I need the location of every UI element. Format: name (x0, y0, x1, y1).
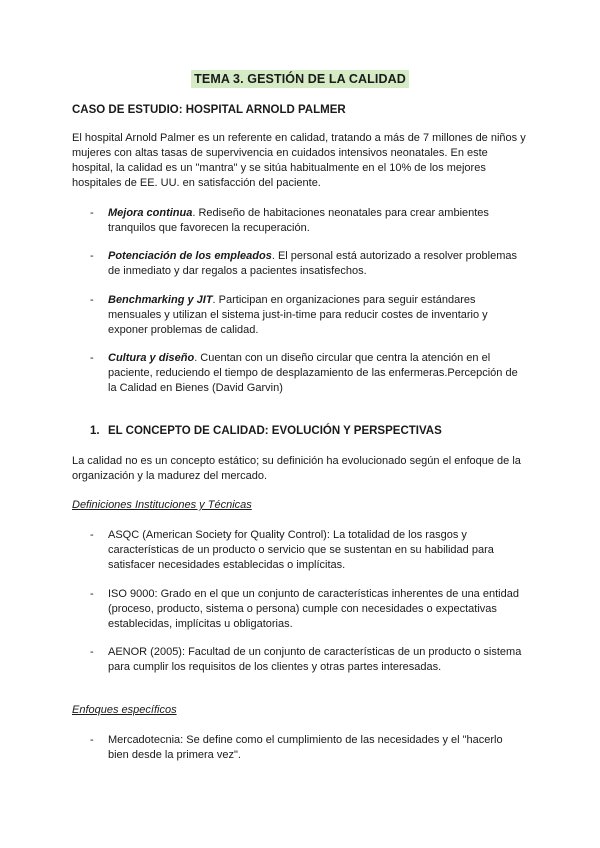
list-item-lead: Potenciación de los empleados (108, 250, 272, 262)
list-item-text: . Cuentan con un diseño circular que centra la atención en el paciente, reduciendo el tiempo de desplazamiento de las enfermeras.Percepción de la Calidad en Bienes (David Garvin) (108, 352, 518, 394)
list-item-text: . Participan en organizaciones para seguir estándares mensuales y utilizan el sistema just-in-time para reducir costes de inventario y exponer problemas de calidad. (108, 294, 488, 336)
list-item-body (108, 206, 523, 236)
list-item-lead: Cultura y diseño (108, 352, 195, 364)
approaches-subheading: Enfoques específicos (72, 704, 177, 716)
bullet-dash: - (90, 250, 94, 262)
list-item-body (108, 351, 523, 396)
list-item-body: ISO 9000: Grado en el que un conjunto de características inherentes de una entidad (proceso, producto, sistema o persona) cumple con necesidades o expectativas establecidas, implícitas u obligatorias. (108, 588, 519, 630)
case-study-heading: CASO DE ESTUDIO: HOSPITAL ARNOLD PALMER (72, 104, 346, 116)
list-item-lead: Benchmarking y JIT (108, 294, 213, 306)
bullet-dash: - (90, 588, 94, 600)
list-item-body: ASQC (American Society for Quality Control): La totalidad de los rasgos y características de un producto o servicio que se sustentan en su habilidad para satisfacer necesidades establecidas o implícitas. (108, 529, 494, 571)
bullet-dash: - (90, 734, 94, 746)
list-item-lead: Mejora continua (108, 207, 193, 219)
list-item-text: . El personal está autorizado a resolver problemas de inmediato y dar regalos a pacientes insatisfechos. (108, 250, 518, 277)
bullet-dash: - (90, 646, 94, 658)
list-item-body: AENOR (2005): Facultad de un conjunto de características de un producto o sistema para cumplir los requisitos de los clientes y otras partes interesadas. (108, 646, 522, 673)
title-container (0, 70, 600, 88)
bullet-dash: - (90, 352, 94, 364)
bullet-dash: - (90, 529, 94, 541)
document-title: TEMA 3. GESTIÓN DE LA CALIDAD (191, 70, 409, 88)
bullet-dash: - (90, 294, 94, 306)
bullet-dash: - (90, 207, 94, 219)
section-number: 1. (90, 425, 100, 437)
section-title: EL CONCEPTO DE CALIDAD: EVOLUCIÓN Y PERSPECTIVAS (108, 425, 442, 437)
list-item-body (108, 249, 523, 279)
case-intro-paragraph: El hospital Arnold Palmer es un referente en calidad, tratando a más de 7 millones de niños y mujeres con altas tasas de supervivencia en cuidados intensivos neonatales. En este hospital, la calidad es un "mantra" y se sitúa habitualmente en el 10% de los mejores hospitales de EE. UU. en satisfacción del paciente. (72, 132, 526, 189)
list-item-body (108, 293, 523, 338)
list-item-text: . Rediseño de habitaciones neonatales para crear ambientes tranquilos que favorecen la recuperación. (108, 207, 489, 234)
definitions-subheading: Definiciones Instituciones y Técnicas (72, 499, 252, 511)
list-item-body: Mercadotecnia: Se define como el cumplimiento de las necesidades y el "hacerlo bien desde la primera vez". (108, 734, 503, 761)
section-heading (90, 425, 442, 437)
section-intro-paragraph: La calidad no es un concepto estático; su definición ha evolucionado según el enfoque de la organización y la madurez del mercado. (72, 455, 521, 482)
